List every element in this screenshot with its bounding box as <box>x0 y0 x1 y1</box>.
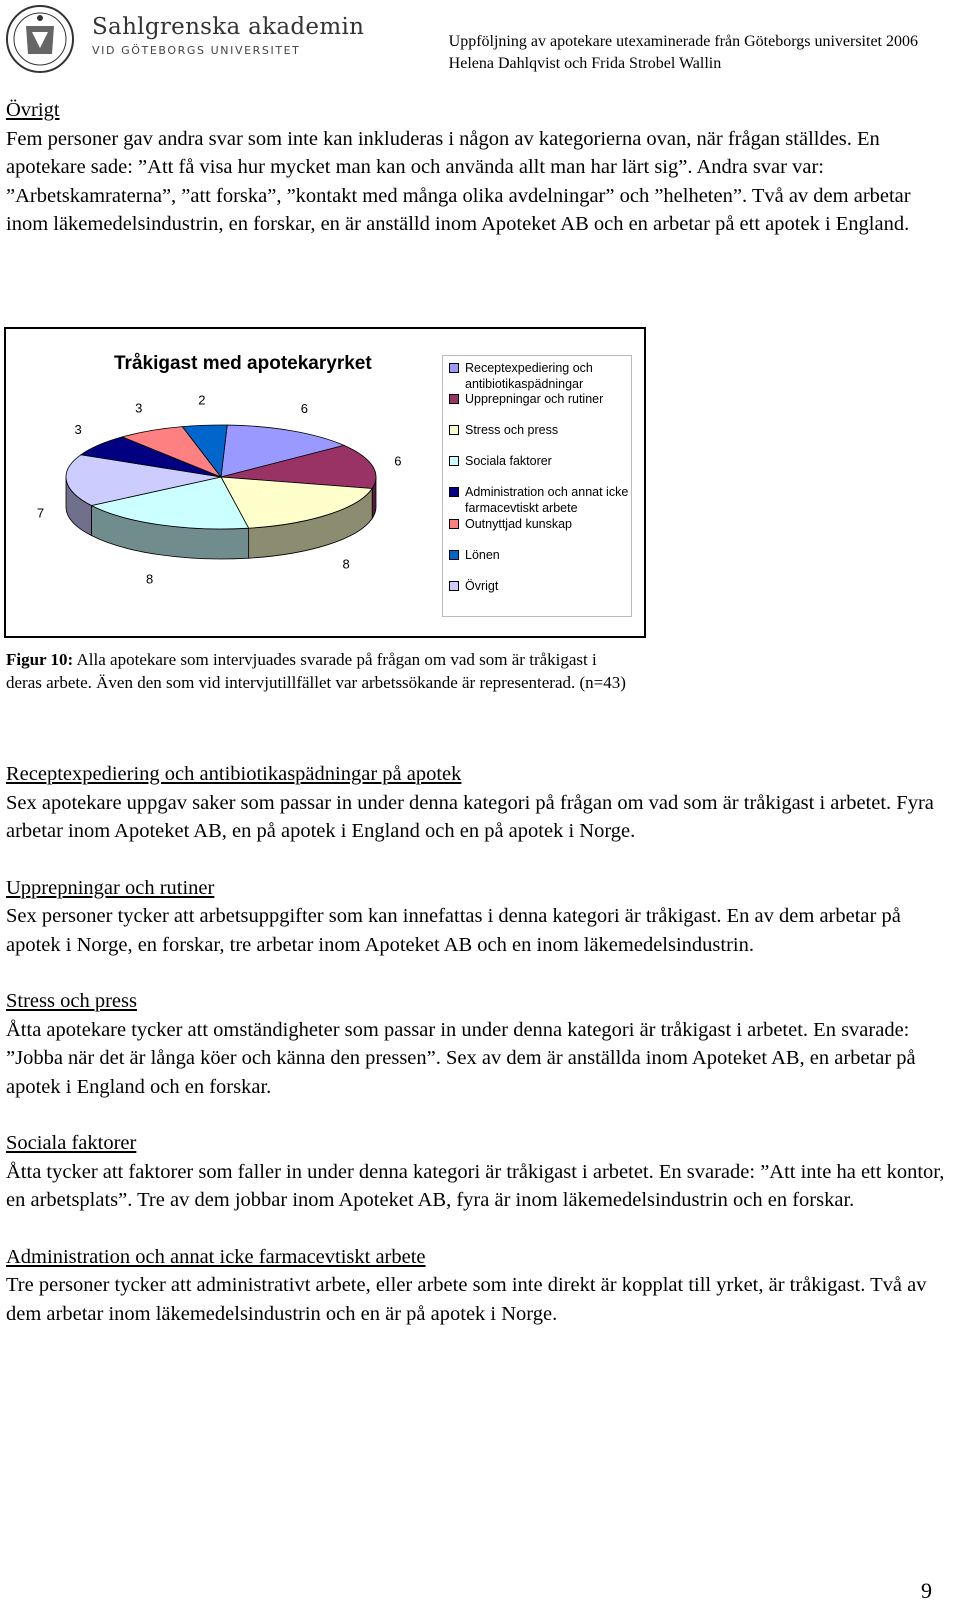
intro-section <box>6 96 946 239</box>
section-heading: Stress och press <box>6 990 137 1012</box>
section-text: Åtta tycker att faktorer som faller in under denna kategori är tråkigast i arbetet. En svarade: ”Att inte ha ett kontor, en arbetsplats”. Tre av dem jobbar inom Apoteket AB, fyra är inom läkemedelsindustrin och en forskar. <box>6 1160 945 1211</box>
university-seal-icon <box>4 4 80 74</box>
pie-data-label: 6 <box>394 453 402 469</box>
section-text: Sex personer tycker att arbetsuppgifter som kan innefattas i denna kategori är tråkigast. En av dem arbetar på apotek i Norge, en forskar, tre arbetar inom Apoteket AB och en inom läkemedelsindustrin. <box>6 905 901 956</box>
pie-data-label: 8 <box>342 556 350 572</box>
legend-label: Lönen <box>465 548 500 562</box>
caption-label: Figur 10: <box>6 650 74 669</box>
document-header <box>449 31 918 75</box>
chart-figure <box>4 327 646 638</box>
legend-swatch <box>449 487 459 497</box>
section-heading: Sociala faktorer <box>6 1132 137 1154</box>
section-heading: Övrigt <box>6 99 60 121</box>
legend-label: Receptexpediering och antibiotikaspädningar <box>465 361 593 391</box>
section-text: Åtta apotekare tycker att omständigheter som passar in under denna kategori är tråkigast i arbetet. En svarade: ”Jobba när det är långa köer och känna den pressen”. Sex av dem är anställda inom Apoteket AB, en arbetar på apotek i England och en forskar. <box>6 1018 916 1098</box>
logo-text <box>92 14 364 57</box>
section-text: Tre personer tycker att administrativt arbete, eller arbete som inte direkt är kopplat till yrket, är tråkigast. Två av dem arbetar inom läkemedelsindustrin och en är på apotek i Norge. <box>6 1274 927 1325</box>
chart-title: Tråkigast med apotekaryrket <box>114 353 372 374</box>
section-receptexpediering <box>6 760 946 846</box>
legend-label: Outnyttjad kunskap <box>465 517 573 531</box>
legend-swatch <box>449 519 459 529</box>
page-number: 9 <box>921 1578 932 1603</box>
legend-swatch <box>449 550 459 560</box>
pie-data-label: 2 <box>198 392 206 408</box>
chart-legend <box>442 355 632 617</box>
pie-data-label: 3 <box>135 400 143 416</box>
pie-data-label: 3 <box>74 422 82 438</box>
section-heading: Upprepningar och rutiner <box>6 876 215 899</box>
document-title: Uppföljning av apotekare utexaminerade från Göteborgs universitet 2006 <box>448 33 918 50</box>
logo-name: Sahlgrenska akademin <box>92 14 365 40</box>
document-authors: Helena Dahlqvist och Frida Strobel Wallin <box>448 55 722 72</box>
section-heading: Administration och annat icke farmacevtiskt arbete <box>6 1245 426 1268</box>
legend-swatch <box>449 425 459 435</box>
section-sociala <box>6 1129 946 1215</box>
pie-data-label: 8 <box>146 571 154 587</box>
section-text: Fem personer gav andra svar som inte kan inkluderas i någon av kategorierna ovan, när frågan ställdes. En apotekare sade: ”Att få visa hur mycket man kan och använda allt man har lärt sig”. Andra svar var: ”Arbetskamraterna”, ”att forska”, ”kontakt med många olika avdelningar” och ”helheten”. Två av dem arbetar inom läkemedelsindustrin, en forskar, en är anställd inom Apoteket AB och en arbetar på ett apotek i England. <box>6 127 911 235</box>
body-sections <box>6 760 946 1356</box>
logo-subtitle: VID GÖTEBORGS UNIVERSITET <box>92 44 301 57</box>
legend-label: Stress och press <box>465 423 559 437</box>
pie-data-label: 7 <box>36 505 45 521</box>
legend-swatch <box>449 456 459 466</box>
section-stress <box>6 987 946 1101</box>
pie-data-label: 6 <box>300 400 308 416</box>
section-text: Sex apotekare uppgav saker som passar in under denna kategori på frågan om vad som är tråkigast i arbetet. Fyra arbetar inom Apoteket AB, en på apotek i England och en på apotek i Norge. <box>6 791 934 842</box>
legend-label: Upprepningar och rutiner <box>465 392 604 406</box>
legend-swatch <box>449 363 459 373</box>
caption-text: Alla apotekare som intervjuades svarade på frågan om vad som är tråkigast i deras arbete. Även den som vid intervjutillfället var arbetssökande är representerad. (n=43) <box>6 650 626 692</box>
page-header <box>0 0 960 80</box>
legend-label: Administration och annat icke farmacevtiskt arbete <box>465 485 629 515</box>
figure-caption <box>6 648 626 694</box>
legend-label: Övrigt <box>465 579 499 593</box>
pie-chart <box>6 329 436 636</box>
legend-swatch <box>449 581 459 591</box>
legend-label: Sociala faktorer <box>465 454 552 468</box>
section-administration <box>6 1243 946 1329</box>
legend-swatch <box>449 394 459 404</box>
section-upprepningar <box>6 874 946 960</box>
section-heading: Receptexpediering och antibiotikaspädningar på apotek <box>6 763 462 785</box>
